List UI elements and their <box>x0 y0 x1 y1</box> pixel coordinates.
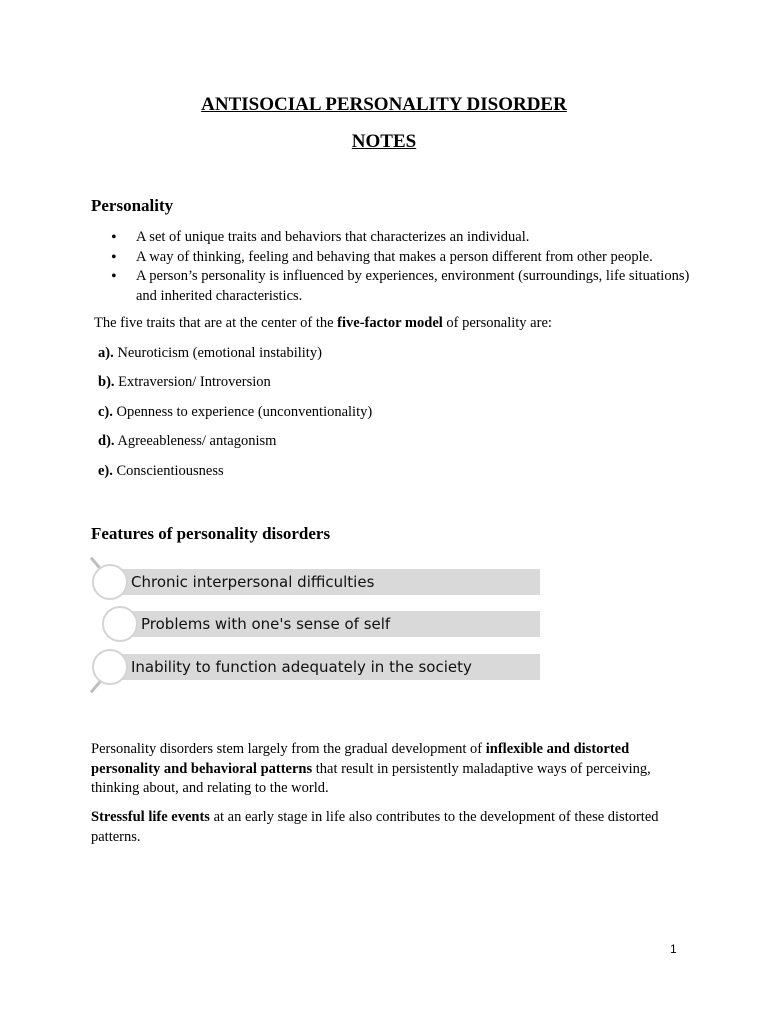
five-factor-intro <box>94 315 552 332</box>
paragraph-stressful-events <box>91 808 691 847</box>
feature-label: Problems with one's sense of self <box>141 615 391 633</box>
personality-heading: Personality <box>91 196 174 215</box>
page-number: 1 <box>670 942 677 956</box>
connector-line <box>90 681 101 694</box>
paragraph-development <box>91 740 691 799</box>
features-diagram <box>88 554 548 694</box>
trait-item <box>98 374 271 391</box>
trait-letter: a). <box>98 345 114 361</box>
document-subtitle: NOTES <box>351 131 417 152</box>
intro-text: The five traits that are at the center of the <box>94 315 338 331</box>
trait-text: Conscientiousness <box>112 463 224 479</box>
trait-text: Agreeableness/ antagonism <box>114 433 277 449</box>
feature-label: Inability to function adequately in the society <box>131 658 472 676</box>
trait-text: Openness to experience (unconventionality) <box>112 404 373 420</box>
feature-label: Chronic interpersonal difficulties <box>131 573 375 591</box>
feature-circle <box>92 649 128 685</box>
paragraph-text-end: at an early stage in life also contributes to the development of these distorted patterns. <box>91 809 659 845</box>
trait-letter: c). <box>98 404 113 420</box>
feature-bar <box>131 611 540 637</box>
intro-bold-text: five-factor model <box>337 315 443 331</box>
trait-letter: e). <box>98 463 113 479</box>
trait-item <box>98 345 322 362</box>
feature-circle <box>92 564 128 600</box>
bullet-item: • A set of unique traits and behaviors that characterizes an individual. <box>91 228 691 248</box>
paragraph-bold-text: inflexible and distorted personality and behavioral patterns <box>91 741 630 777</box>
feature-bar <box>121 654 540 680</box>
paragraph-text: Personality disorders stem largely from the gradual development of <box>91 741 486 757</box>
document-title: ANTISOCIAL PERSONALITY DISORDER <box>201 94 567 115</box>
trait-letter: b). <box>98 374 115 390</box>
trait-text: Extraversion/ Introversion <box>114 374 271 390</box>
feature-circle <box>102 606 138 642</box>
features-heading: Features of personality disorders <box>91 524 331 543</box>
bullet-item: • A way of thinking, feeling and behaving that makes a person different from other people. <box>91 248 691 268</box>
bullet-item: • A person’s personality is influenced by experiences, environment (surroundings, life situations) and inherited characteristics. <box>91 267 691 306</box>
trait-item <box>98 433 276 450</box>
feature-bar <box>121 569 540 595</box>
trait-text: Neuroticism (emotional instability) <box>113 345 322 361</box>
paragraph-bold-text: Stressful life events <box>91 809 210 825</box>
trait-letter: d). <box>98 433 115 449</box>
paragraph-text-end: that result in persistently maladaptive ways of perceiving, thinking about, and relating to the world. <box>91 760 651 796</box>
personality-bullet-list <box>91 228 691 306</box>
trait-item <box>98 404 372 421</box>
trait-item <box>98 463 224 480</box>
intro-text-end: of personality are: <box>442 315 552 331</box>
